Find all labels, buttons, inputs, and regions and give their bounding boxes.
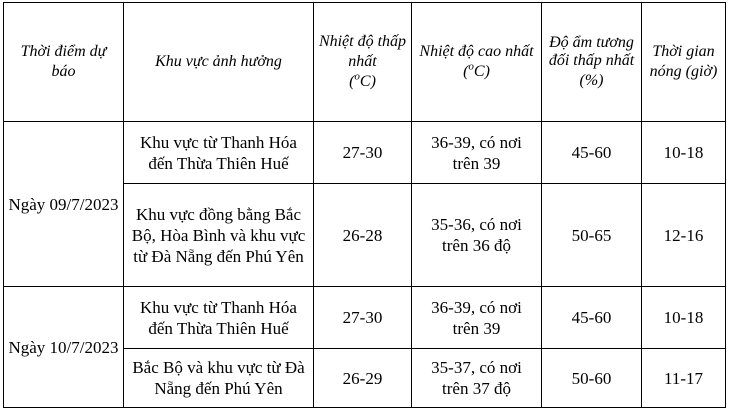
header-min-temp-open: ( bbox=[349, 73, 355, 90]
humidity-cell: 45-60 bbox=[542, 122, 642, 184]
min-temp-cell: 26-28 bbox=[314, 184, 412, 287]
affected-area-cell: Khu vực từ Thanh Hóa đến Thừa Thiên Huế bbox=[124, 287, 314, 349]
header-min-temp-label: Nhiệt độ thấp nhất bbox=[318, 33, 407, 70]
header-forecast-time: Thời điểm dự báo bbox=[4, 3, 124, 122]
min-temp-cell: 26-29 bbox=[314, 349, 412, 408]
hot-hours-cell: 10-18 bbox=[642, 122, 726, 184]
header-row bbox=[4, 3, 726, 122]
forecast-date: Ngày 09/7/2023 bbox=[4, 122, 124, 287]
header-max-temp-unit: C) bbox=[473, 63, 490, 80]
header-affected-area: Khu vực ảnh hưởng bbox=[124, 3, 314, 122]
header-min-humidity-unit: (%) bbox=[579, 71, 604, 89]
header-min-temp bbox=[314, 3, 412, 122]
max-temp-cell: 36-39, có nơi trên 39 bbox=[412, 122, 542, 184]
max-temp-cell: 36-39, có nơi trên 39 bbox=[412, 287, 542, 349]
min-temp-cell: 27-30 bbox=[314, 287, 412, 349]
header-max-temp bbox=[412, 3, 542, 122]
header-min-temp-unit: C) bbox=[359, 73, 376, 90]
heat-forecast-table bbox=[3, 2, 726, 408]
forecast-date: Ngày 10/7/2023 bbox=[4, 287, 124, 408]
hot-hours-cell: 12-16 bbox=[642, 184, 726, 287]
humidity-cell: 50-65 bbox=[542, 184, 642, 287]
table-row bbox=[4, 287, 726, 349]
header-max-temp-degree: o bbox=[468, 60, 474, 73]
affected-area-cell: Bắc Bộ và khu vực từ Đà Nẵng đến Phú Yên bbox=[124, 349, 314, 408]
header-min-temp-degree: o bbox=[354, 70, 360, 83]
header-min-humidity bbox=[542, 3, 642, 122]
header-max-temp-label: Nhiệt độ cao nhất bbox=[419, 43, 534, 60]
affected-area-cell: Khu vực từ Thanh Hóa đến Thừa Thiên Huế bbox=[124, 122, 314, 184]
header-min-humidity-label: Độ ẩm tương đối thấp nhất bbox=[548, 33, 635, 69]
hot-hours-cell: 11-17 bbox=[642, 349, 726, 408]
max-temp-cell: 35-36, có nơi trên 36 độ bbox=[412, 184, 542, 287]
affected-area-cell: Khu vực đồng bằng Bắc Bộ, Hòa Bình và khu vực từ Đà Nẵng đến Phú Yên bbox=[124, 184, 314, 287]
humidity-cell: 50-60 bbox=[542, 349, 642, 408]
header-hot-duration: Thời gian nóng (giờ) bbox=[642, 3, 726, 122]
min-temp-cell: 27-30 bbox=[314, 122, 412, 184]
humidity-cell: 45-60 bbox=[542, 287, 642, 349]
table-row bbox=[4, 122, 726, 184]
hot-hours-cell: 10-18 bbox=[642, 287, 726, 349]
max-temp-cell: 35-37, có nơi trên 37 độ bbox=[412, 349, 542, 408]
header-max-temp-open: ( bbox=[463, 63, 469, 80]
